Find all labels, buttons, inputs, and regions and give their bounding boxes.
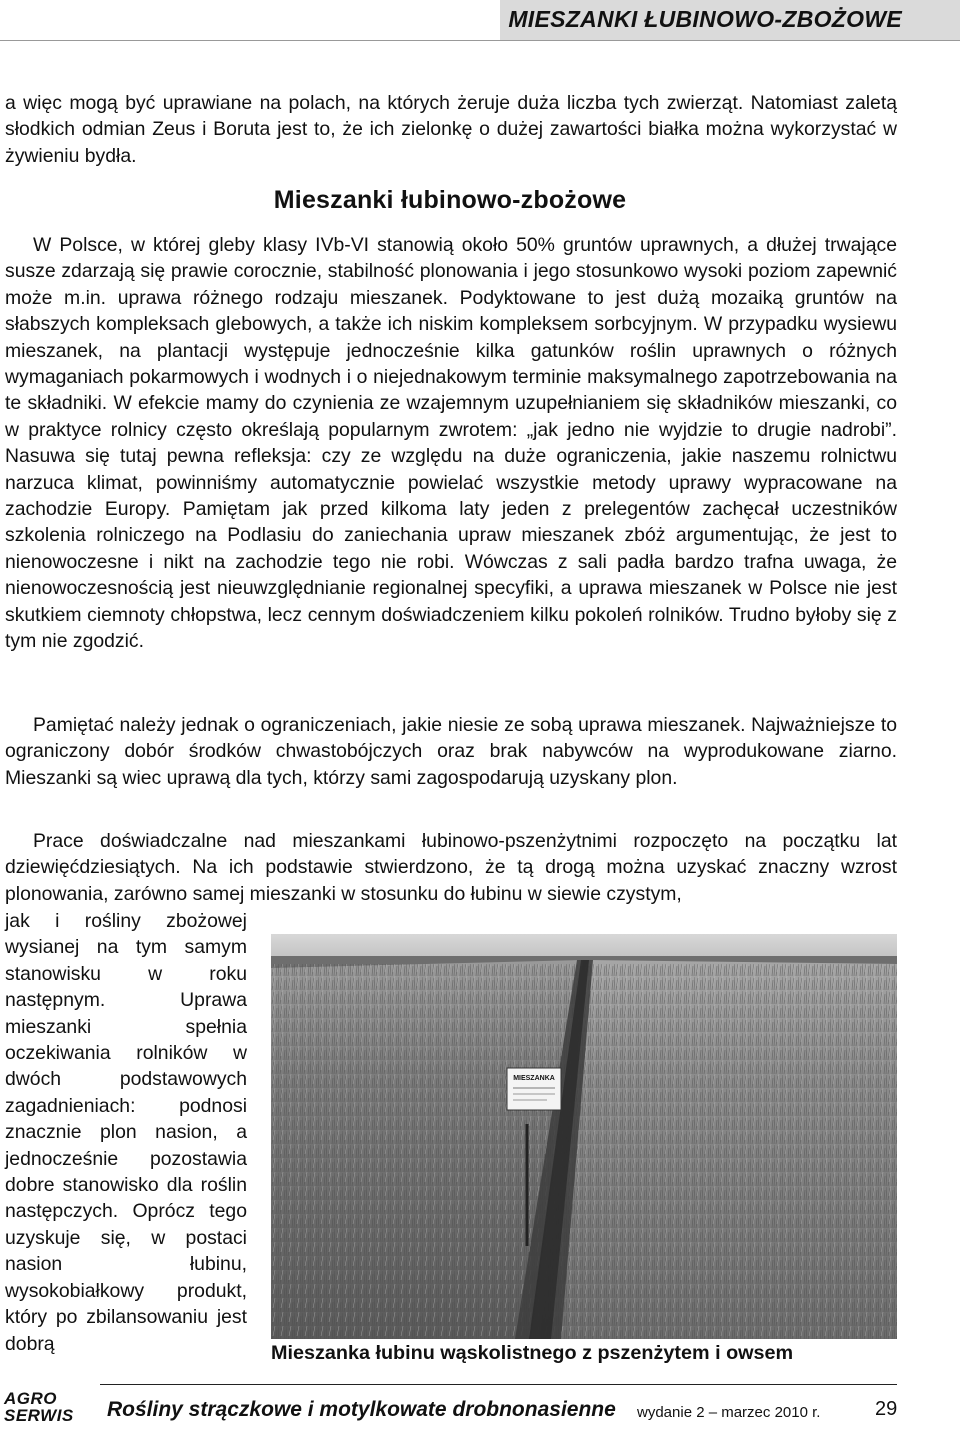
publication-title: Rośliny strączkowe i motylkowate drobnonasienne <box>107 1398 616 1421</box>
issue-info: wydanie 2 – marzec 2010 r. <box>637 1404 821 1421</box>
logo-line-2: SERWIS <box>4 1406 74 1425</box>
footer-divider <box>100 1384 897 1385</box>
body-paragraph-2: Pamiętać należy jednak o ograniczeniach, jakie niesie ze sobą uprawa mieszanek. Najważniejsze to ograniczony dobór środków chwastobójczych oraz brak nabywców na wyprodukowane ziarno. Mieszanki są wiec uprawą dla tych, którzy sami zagospodarują uzyskany plon. <box>5 714 897 789</box>
side-column-text: jak i rośliny zbożowej wysianej na tym samym stanowisku w roku następnym. Uprawa mieszanki spełnia oczekiwania rolników w dwóch podstawowych zagadnieniach: podnosi znacznie plon nasion, a jednocześnie pozostawia dobre stanowisko dla roślin następczych. Oprócz tego uzyskuje się, w postaci nasion łubinu, wysokobiałkowy produkt, który po zbilansowaniu jest dobrą <box>5 910 247 1355</box>
intro-paragraph: a więc mogą być uprawiane na polach, na których żeruje duża liczba tych zwierząt. Natomiast zaletą słodkich odmian Zeus i Boruta jest to, że ich zielonkę o dużej zawartości białka można wykorzystać w żywieniu bydła. <box>5 92 897 167</box>
page-number: 29 <box>875 1398 898 1420</box>
section-heading: Mieszanki łubinowo-zbożowe <box>273 186 627 214</box>
field-photo <box>271 934 897 1339</box>
sign-text: MIESZANKA <box>513 1075 555 1082</box>
body-paragraph-1: W Polsce, w której gleby klasy IVb-VI stanowią około 50% gruntów uprawnych, a dłużej trwające susze zdarzają się prawie corocznie, stabilność plonowania i jego stosunkowo wysoki poziom zapewnić może m.in. uprawa różnego rodzaju mieszanek. Podyktowane to jest dużą mozaiką gruntów na słabszych kompleksach glebowych, a także ich niskim kompleksem sorbcyjnym. W przypadku wysiewu mieszanek, na plantacji występuje jednocześnie kilka gatunków roślin uprawnych o różnych wymaganiach pokarmowych i wodnych i o niejednakowym terminie maksymalnego zapotrzebowania na te składniki. W efekcie mamy do czynienia ze wzajemnym uzupełnianiem się składników mieszanki, co w praktyce rolnicy często określają popularnym zwrotem: „jak jedno nie wyjdzie to drugie nadrobi”. Nasuwa się tutaj pewna refleksja: czy ze względu na duże ograniczenia, jakie naszemu rolnictwu narzuca klimat, powinniśmy automatycznie powielać wszystkie metody uprawy wypracowane na zachodzie Europy. Pamiętam jak przed kilkoma laty jeden z prelegentów zachęcał uczestników szkolenia rolniczego na Podlasiu do zaniechania upraw mieszanek zbóż argumentując, że jest to nienowoczesne i nikt na zachodzie tego nie robi. Wówczas z sali padła bardzo trafna uwaga, że nienowoczesnością jest nieuwzględnianie regionalnej specyfiki, a uprawa mieszanek w Polsce nie jest skutkiem ciemnoty chłopstwa, lecz cennym doświadczeniem kilku pokoleń rolników. Trudno byłoby się z tym nie zgodzić. <box>5 234 897 653</box>
agro-serwis-logo <box>4 1390 84 1424</box>
logo-line-1: AGRO <box>4 1389 57 1408</box>
photo-caption: Mieszanka łubinu wąskolistnego z pszenżytem i owsem <box>271 1342 794 1364</box>
running-header-title: MIESZANKI ŁUBINOWO-ZBOŻOWE <box>508 6 902 32</box>
header-bar <box>500 0 960 40</box>
header-divider <box>0 40 960 41</box>
body-paragraph-3: Prace doświadczalne nad mieszankami łubinowo-pszenżytnimi rozpoczęto na początku lat dziewięćdziesiątych. Na ich podstawie stwierdzono, że tą drogą można uzyskać znaczny wzrost plonowania, zarówno samej mieszanki w stosunku do łubinu w siewie czystym, <box>5 830 897 905</box>
